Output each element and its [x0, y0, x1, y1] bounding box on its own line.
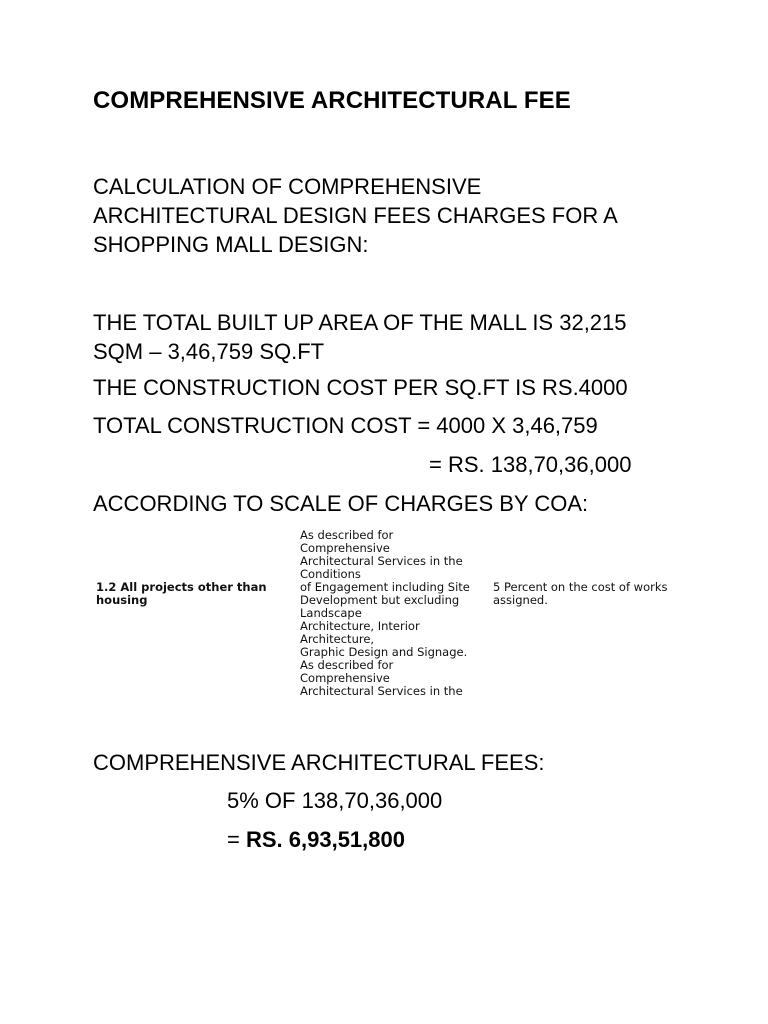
fees-equals-sign: = [227, 827, 240, 852]
area-line: THE TOTAL BUILT UP AREA OF THE MALL IS 32,215 [93, 310, 627, 335]
coa-description-line: Architectural Services in the [300, 684, 463, 698]
total-construction-cost-result: = RS. 138,70,36,000 [429, 452, 632, 477]
fees-amount: RS. 6,93,51,800 [245, 827, 405, 852]
cost-per-sqft-line: THE CONSTRUCTION COST PER SQ.FT IS RS.4000 [93, 375, 628, 400]
coa-description-line: As described for [300, 528, 394, 542]
intro-line: ARCHITECTURAL DESIGN FEES CHARGES FOR A [93, 203, 618, 228]
intro-line: SHOPPING MALL DESIGN: [93, 232, 369, 257]
coa-description-line: Comprehensive [300, 671, 390, 685]
coa-description-line: Comprehensive [300, 541, 390, 555]
coa-description-line: Landscape [300, 606, 362, 620]
built-up-area-paragraph [93, 308, 627, 366]
coa-description-line: of Engagement including Site [300, 580, 470, 594]
document-title: COMPREHENSIVE ARCHITECTURAL FEE [93, 87, 571, 114]
coa-description-line: Graphic Design and Signage. [300, 645, 468, 659]
coa-description-line: Conditions [300, 567, 361, 581]
fees-heading: COMPREHENSIVE ARCHITECTURAL FEES: [93, 750, 545, 775]
coa-description-line: Architecture, [300, 632, 375, 646]
coa-description-line: As described for [300, 658, 394, 672]
intro-paragraph [93, 172, 618, 259]
coa-rate: 5 Percent on the cost of works assigned. [493, 580, 668, 607]
coa-scale-table-excerpt [96, 529, 696, 701]
fees-result-line [227, 825, 405, 854]
fees-percent-line: 5% OF 138,70,36,000 [227, 788, 443, 813]
intro-line: CALCULATION OF COMPREHENSIVE [93, 174, 482, 199]
coa-category: 1.2 All projects other than housing [96, 580, 267, 607]
coa-description-line: Architectural Services in the [300, 554, 463, 568]
total-construction-cost-line: TOTAL CONSTRUCTION COST = 4000 X 3,46,759 [93, 413, 598, 438]
coa-description-line: Architecture, Interior [300, 619, 420, 633]
coa-description-line: Development but excluding [300, 593, 460, 607]
coa-heading: ACCORDING TO SCALE OF CHARGES BY COA: [93, 491, 589, 516]
coa-description [300, 529, 495, 698]
area-line: SQM – 3,46,759 SQ.FT [93, 339, 325, 364]
